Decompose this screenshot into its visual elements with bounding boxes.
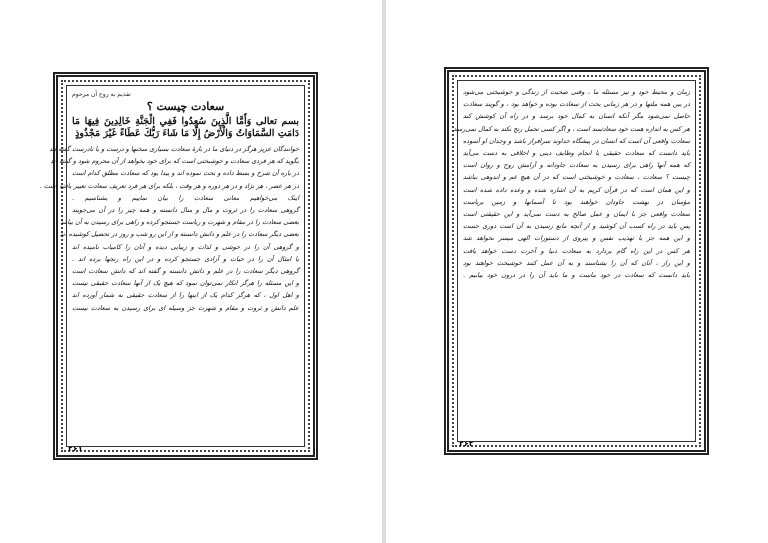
text-line: در بین همه ملتها و در هر زمانی بحث از سعادت بوده و خواهد بود ، و گویند سعادت [463,100,690,109]
page-number: ۲۶۱ [68,444,83,453]
ornamental-border [444,67,709,455]
text-line: خوانندگان عزیز هرگز در دنیای ما در بارهٔ سعادت بسیاری سخنها و درست و یا نادرست گفته اند [49,145,299,153]
left-page [0,0,382,543]
text-line: گروهی دیگر سعادت را در علم و دانش دانسته و گفته اند که دانش سعادت است [72,267,299,276]
text-line: گروهی سعادت را در ثروت و مال و منال دانسته و همه چیز را در آن می‌جویند [72,206,299,215]
text-line: اینک می‌خواهیم معانی سعادت را بیان نماییم و بشناسیم . [72,193,299,202]
page-title: سعادت چیست ؟ [146,100,225,113]
body-text [39,143,299,314]
ornamental-border [39,72,318,460]
text-line: چیست ؟ سعادت ، سعادت و خوشبختی است که در آن هیچ غم و اندوهی نباشد [463,173,690,182]
text-line: و گروهی آن را در خوشی و لذات و زیبایی دیده و آنان را کامیاب نامیده اند [72,242,299,251]
text-line: و این همه جز با تهذیب نفس و پیروی از دستورات الهی میسر نخواهد شد [463,234,690,243]
text-line: بعضی دیگر سعادت را در علم و دانش دانسته و از این رو شب و روز در تحصیل کوشیده اند [59,230,299,239]
text-line: حاصل نمی‌شود مگر آنکه انسان به کمال خود برسد و در راه آن کوشش کند [463,112,690,121]
text-line: که همه آنها راهی برای رسیدن به سعادت جاودانه و آرامش روح و روان است [463,161,690,170]
text-line: سعادت واقعی آن است که انسان در پیشگاه خداوند سرافراز باشد و وجدان او آسوده [463,136,690,145]
page-text-block [39,91,299,443]
page-text-block [453,86,690,438]
text-line: یا امثال آن را در حیات و آزادی جستجو کرده و در این راه رنجها برده اند . [72,254,299,263]
text-line: علم دانش و ثروت و مقام و شهرت جز وسیله ای برای رسیدن به سعادت نیست [72,303,299,312]
text-line: و این راز ، آنان که آن را بشناسند و به آن عمل کنند خوشبخت خواهند بود [463,258,690,267]
text-line: سعادت واقعی جز با ایمان و عمل صالح به دست نمی‌آید و این حقیقتی است [463,210,690,219]
right-page [386,0,768,543]
text-line: و این همان است که در قرآن کریم به آن اشاره شده و وعده داده شده است [463,185,690,194]
text-line: بعضی سعادت را در مقام و شهرت و ریاست جستجو کرده و راهی برای رسیدن به آن بیابند [60,218,299,227]
text-line: بگوید که هر فردی سعادت و خوشبختی است که برای خود بخواهد از آن محروم شود و گفته اند [50,157,299,166]
text-line: مؤمنان در بهشت جاودان خواهند بود تا آسمانها و زمین برپاست [463,197,690,206]
body-text [453,86,690,281]
text-line: در باره آن شرح و بسط داده و بحث نموده اند و پیدا بود که سعادت مطلق کدام است [72,169,299,178]
text-line: پس باید در راه کسب آن کوشید و از آنچه مانع رسیدن به آن است دوری جست [463,222,690,231]
text-line: زمان و محیط خود و نیز مسئله ما ، وقتی صحبت از زندگی و خوشبختی می‌شود [463,88,690,96]
text-line: و اهل اول ، که هرگز کدام یک از اینها را از سعادت حقیقی به شمار آورده اند [72,291,299,300]
text-line: و این مسئله را هرگز انکار نمی‌توان نمود که هیچ یک از آنها سعادت حقیقی نیست [72,279,299,288]
header-note: تقدیم به روح آن مرحوم [72,91,131,98]
text-line: در هر عصر ، هر نژاد و در هر دوره و هر وقت ، بلکه برای هر فرد تعریف سعادت تغییر یافته است . [39,181,299,190]
text-line: باید دانست که سعادت در خود ماست و ما باید آن را در درون خود بیابیم . [463,271,690,280]
text-line: باید دانست که سعادت حقیقی با انجام وظایف دینی و اخلاقی به دست می‌آید [463,149,690,158]
page-number: ۲۶۲ [459,439,474,448]
text-line: هر کس در این راه گام بردارد به سعادت دنیا و آخرت دست خواهد یافت [463,246,690,255]
text-line: هر کس به اندازه همت خود سعادتمند است ، و اگر کسی تحمل رنج نکند به کمال نمی‌رسد [453,124,690,133]
quran-verse: بسم تعالی وَأَمَّا الَّذِينَ سُعِدُوا فَفِي الْجَنَّةِ خَالِدِينَ فِيهَا مَا دَامَتِ السَّمَاوَاتُ وَالْأَرْضُ إِلَّا مَا شَاءَ رَبُّكَ عَطَاءً غَيْرَ مَجْذُوذٍ [72,116,299,139]
